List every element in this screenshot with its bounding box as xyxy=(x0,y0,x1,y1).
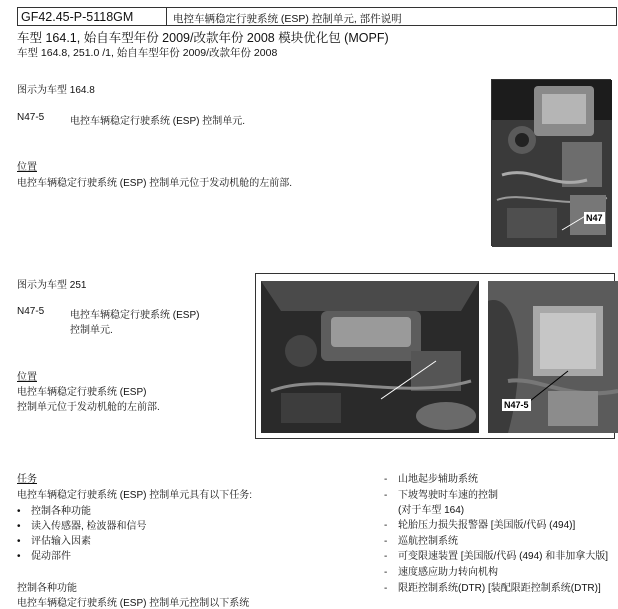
task-bullet: • 评估输入因素 xyxy=(17,536,91,547)
bullet-icon: • xyxy=(17,506,21,517)
task-heading: 任务 xyxy=(17,474,37,485)
list-item: (对于车型 164) xyxy=(398,505,465,516)
component-code-2: N47-5 xyxy=(17,306,45,317)
model-line-2: 车型 164.8, 251.0 /1, 始自车型年份 2009/改款年份 2008 xyxy=(17,47,278,59)
location-text-1: 电控车辆稳定行驶系统 (ESP) 控制单元位于发动机舱的左前部. xyxy=(17,178,293,189)
engine-bay-photo-164 xyxy=(491,79,611,246)
model-line-1: 车型 164.1, 始自车型年份 2009/改款年份 2008 模块优化包 (MOPF) xyxy=(17,31,389,45)
component-code-1: N47-5 xyxy=(17,112,45,123)
location-heading-1: 位置 xyxy=(17,162,37,173)
list-item: - 巡航控制系统 xyxy=(384,536,458,547)
list-item: - 可变限速装置 [美国版/代码 (494) 和非加拿大版] xyxy=(384,551,609,562)
bullet-icon: • xyxy=(17,536,21,547)
list-item: - 山地起步辅助系统 xyxy=(384,474,478,485)
task-bullet: • 促动部件 xyxy=(17,551,71,562)
document-code: GF42.45-P-5118GM xyxy=(18,8,167,25)
task-bullet: • 控制各种功能 xyxy=(17,506,91,517)
list-item: - 下坡驾驶时车速的控制 xyxy=(384,490,498,501)
list-item: - 轮胎压力损失报警器 [美国版/代码 (494)] xyxy=(384,520,576,531)
bullet-icon: • xyxy=(17,551,21,562)
photo-frame-251 xyxy=(255,273,615,439)
list-item: - 速度感应助力转向机构 xyxy=(384,567,498,578)
document-title: 电控车辆稳定行驶系统 (ESP) 控制单元, 部件说明 xyxy=(173,13,402,25)
photo-label-n47: N47 xyxy=(586,213,603,223)
task-intro: 电控车辆稳定行驶系统 (ESP) 控制单元具有以下任务: xyxy=(17,490,253,501)
component-desc-2-line2: 控制单元. xyxy=(70,325,113,336)
esp-unit-closeup-photo xyxy=(488,281,618,433)
photo-label-n47-5: N47-5 xyxy=(504,400,529,410)
task-bullet: • 读入传感器, 检波器和信号 xyxy=(17,521,147,532)
document-header xyxy=(17,7,617,26)
engine-bay-photo-251 xyxy=(261,281,479,433)
location-heading-2: 位置 xyxy=(17,372,37,383)
location-text-2-line1: 电控车辆稳定行驶系统 (ESP) xyxy=(17,387,147,398)
bullet-icon: • xyxy=(17,521,21,532)
component-desc-2-line1: 电控车辆稳定行驶系统 (ESP) xyxy=(70,310,200,321)
control-text: 电控车辆稳定行驶系统 (ESP) 控制单元控制以下系统 xyxy=(17,598,250,609)
shown-for-164: 图示为车型 164.8 xyxy=(17,85,95,96)
shown-for-251: 图示为车型 251 xyxy=(17,280,87,291)
control-heading: 控制各种功能 xyxy=(17,583,77,594)
component-desc-1: 电控车辆稳定行驶系统 (ESP) 控制单元. xyxy=(70,116,246,127)
list-item: - 限距控制系统(DTR) [装配限距控制系统(DTR)] xyxy=(384,583,601,594)
engine-bay-illustration-2 xyxy=(261,281,479,433)
location-text-2-line2: 控制单元位于发动机舱的左前部. xyxy=(17,402,160,413)
